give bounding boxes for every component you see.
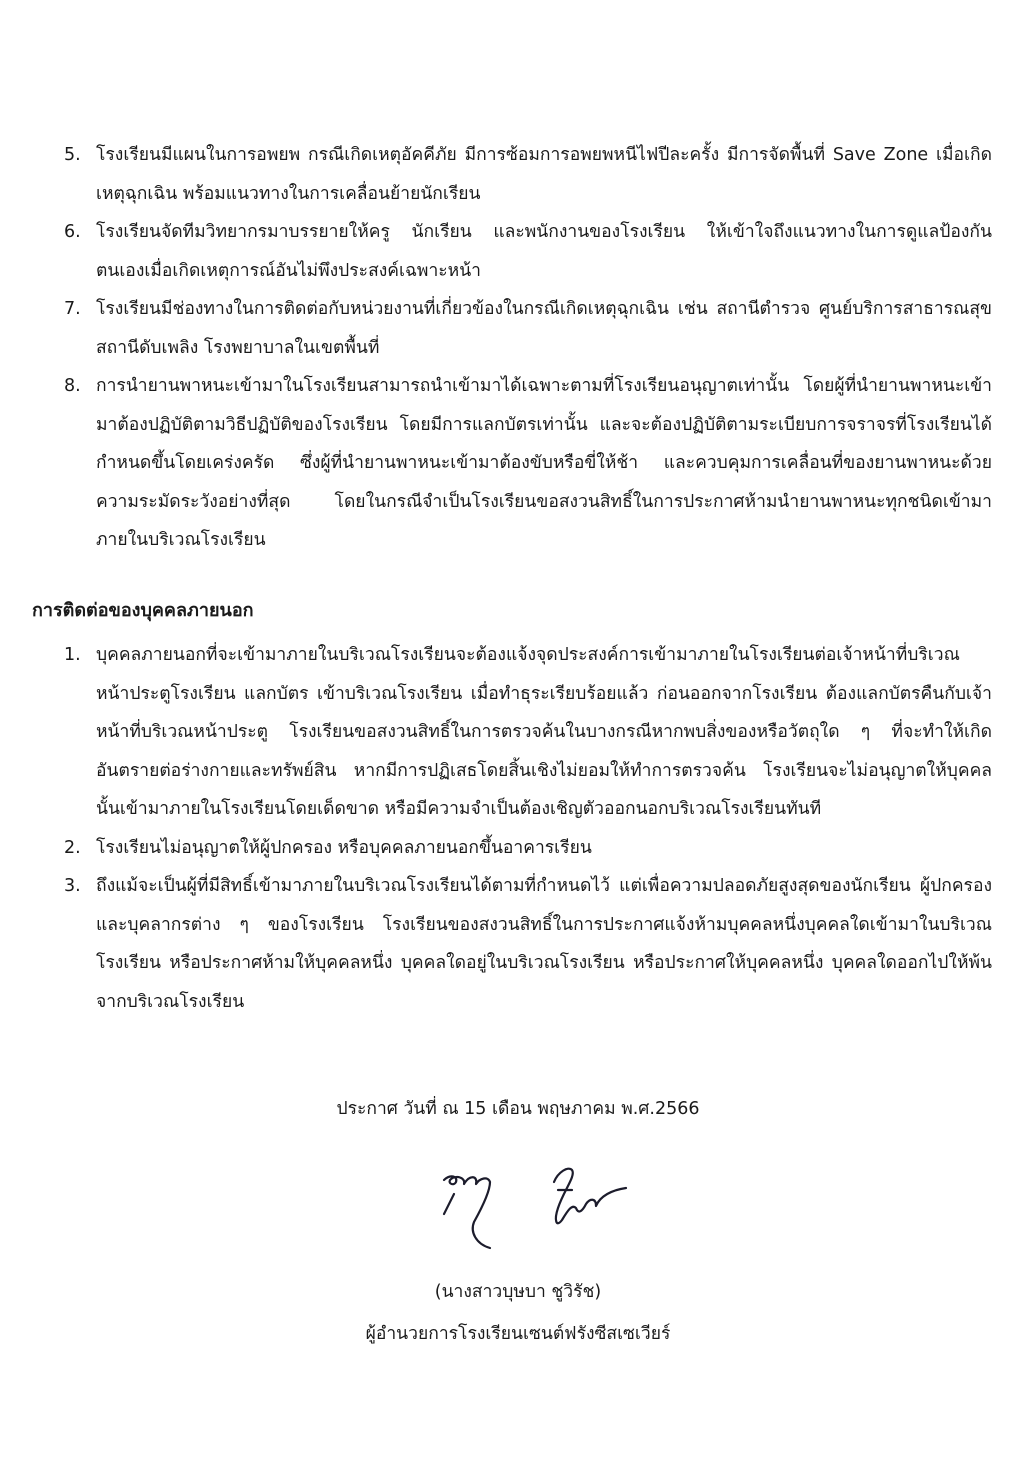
list-item-number: 6. — [64, 222, 81, 242]
list-item-number: 7. — [64, 299, 81, 319]
outsider-contact-list — [62, 636, 992, 1021]
list-item-text: โรงเรียนจัดทีมวิทยากรมาบรรยายให้ครู นักเรียน และพนักงานของโรงเรียน ให้เข้าใจถึงแนวทางในการดูแลป้องกันตนเองเมื่อเกิดเหตุการณ์อันไม่พึงประสงค์เฉพาะหน้า — [96, 222, 992, 281]
handwritten-signature — [430, 1160, 640, 1256]
list-item — [62, 213, 992, 290]
list-item — [62, 136, 992, 213]
list-item-text: การนำยานพาหนะเข้ามาในโรงเรียนสามารถนำเข้ามาได้เฉพาะตามที่โรงเรียนอนุญาตเท่านั้น โดยผู้ที่นำยานพาหนะเข้ามาต้องปฏิบัติตามวิธีปฏิบัติของโรงเรียน โดยมีการแลกบัตรเท่านั้น และจะต้องปฏิบัติตามระเบียบการจราจรที่โรงเรียนได้กำหนดขึ้นโดยเคร่งครัด ซึ่งผู้ที่นำยานพาหนะเข้ามาต้องขับหรือขี่ให้ช้า และควบคุมการเคลื่อนที่ของยานพาหนะด้วยความระมัดระวังอย่างที่สุด โดยในกรณีจำเป็นโรงเรียนขอสงวนสิทธิ์ในการประกาศห้ามนำยานพาหนะทุกชนิดเข้ามาภายในบริเวณโรงเรียน — [96, 376, 992, 550]
signer-name: (นางสาวบุษบา ชูวิรัช) — [434, 1282, 602, 1302]
section-heading: การติดต่อของบุคคลภายนอก — [32, 600, 254, 621]
list-item-number: 5. — [64, 145, 81, 165]
list-item — [62, 867, 992, 1021]
list-item-number: 2. — [64, 837, 81, 858]
list-item-text: โรงเรียนไม่อนุญาตให้ผู้ปกครอง หรือบุคคลภายนอกขึ้นอาคารเรียน — [96, 837, 592, 858]
list-item-number: 1. — [64, 645, 81, 665]
list-item — [62, 290, 992, 367]
list-item-text: บุคคลภายนอกที่จะเข้ามาภายในบริเวณโรงเรียนจะต้องแจ้งจุดประสงค์การเข้ามาภายในโรงเรียนต่อเจ้าหน้าที่บริเวณหน้าประตูโรงเรียน แลกบัตร เข้าบริเวณโรงเรียน เมื่อทำธุระเรียบร้อยแล้ว ก่อนออกจากโรงเรียน ต้องแลกบัตรคืนกับเจ้าหน้าที่บริเวณหน้าประตู โรงเรียนขอสงวนสิทธิ์ในการตรวจค้นในบางกรณีหากพบสิ่งของหรือวัตถุใด ๆ ที่จะทำให้เกิดอันตรายต่อร่างกายและทรัพย์สิน หากมีการปฏิเสธโดยสิ้นเชิงไม่ยอมให้ทำการตรวจค้น โรงเรียนจะไม่อนุญาตให้บุคคลนั้นเข้ามาภายในโรงเรียนโดยเด็ดขาด หรือมีความจำเป็นต้องเชิญตัวออกนอกบริเวณโรงเรียนทันที — [96, 645, 992, 819]
list-item-text: ถึงแม้จะเป็นผู้ที่มีสิทธิ์เข้ามาภายในบริเวณโรงเรียนได้ตามที่กำหนดไว้ แต่เพื่อความปลอดภัยสูงสุดของนักเรียน ผู้ปกครอง และบุคลากรต่าง ๆ ของโรงเรียน โรงเรียนของสงวนสิทธิ์ในการประกาศแจ้งห้ามบุคคลหนึ่งบุคคลใดเข้ามาในบริเวณโรงเรียน หรือประกาศห้ามให้บุคคลหนึ่ง บุคคลใดอยู่ในบริเวณโรงเรียน หรือประกาศให้บุคคลหนึ่ง บุคคลใดออกไปให้พ้นจากบริเวณโรงเรียน — [96, 876, 992, 1012]
list-item-number: 8. — [64, 376, 81, 396]
list-item — [62, 367, 992, 560]
list-item-text: โรงเรียนมีแผนในการอพยพ กรณีเกิดเหตุอัคคีภัย มีการซ้อมการอพยพหนีไฟปีละครั้ง มีการจัดพื้นที่ Save Zone เมื่อเกิดเหตุฉุกเฉิน พร้อมแนวทางในการเคลื่อนย้ายนักเรียน — [96, 145, 992, 204]
announcement-date: ประกาศ วันที่ ณ 15 เดือน พฤษภาคม พ.ศ.2566 — [336, 1099, 700, 1119]
list-item — [62, 636, 992, 829]
list-item-number: 3. — [64, 876, 81, 896]
list-item-text: โรงเรียนมีช่องทางในการติดต่อกับหน่วยงานที่เกี่ยวข้องในกรณีเกิดเหตุฉุกเฉิน เช่น สถานีตำรวจ ศูนย์บริการสาธารณสุข สถานีดับเพลิง โรงพยาบาลในเขตพื้นที่ — [96, 299, 992, 358]
safety-measures-list — [62, 136, 992, 560]
list-item — [62, 829, 992, 868]
signer-title: ผู้อำนวยการโรงเรียนเซนต์ฟรังซีสเซเวียร์ — [365, 1324, 671, 1344]
